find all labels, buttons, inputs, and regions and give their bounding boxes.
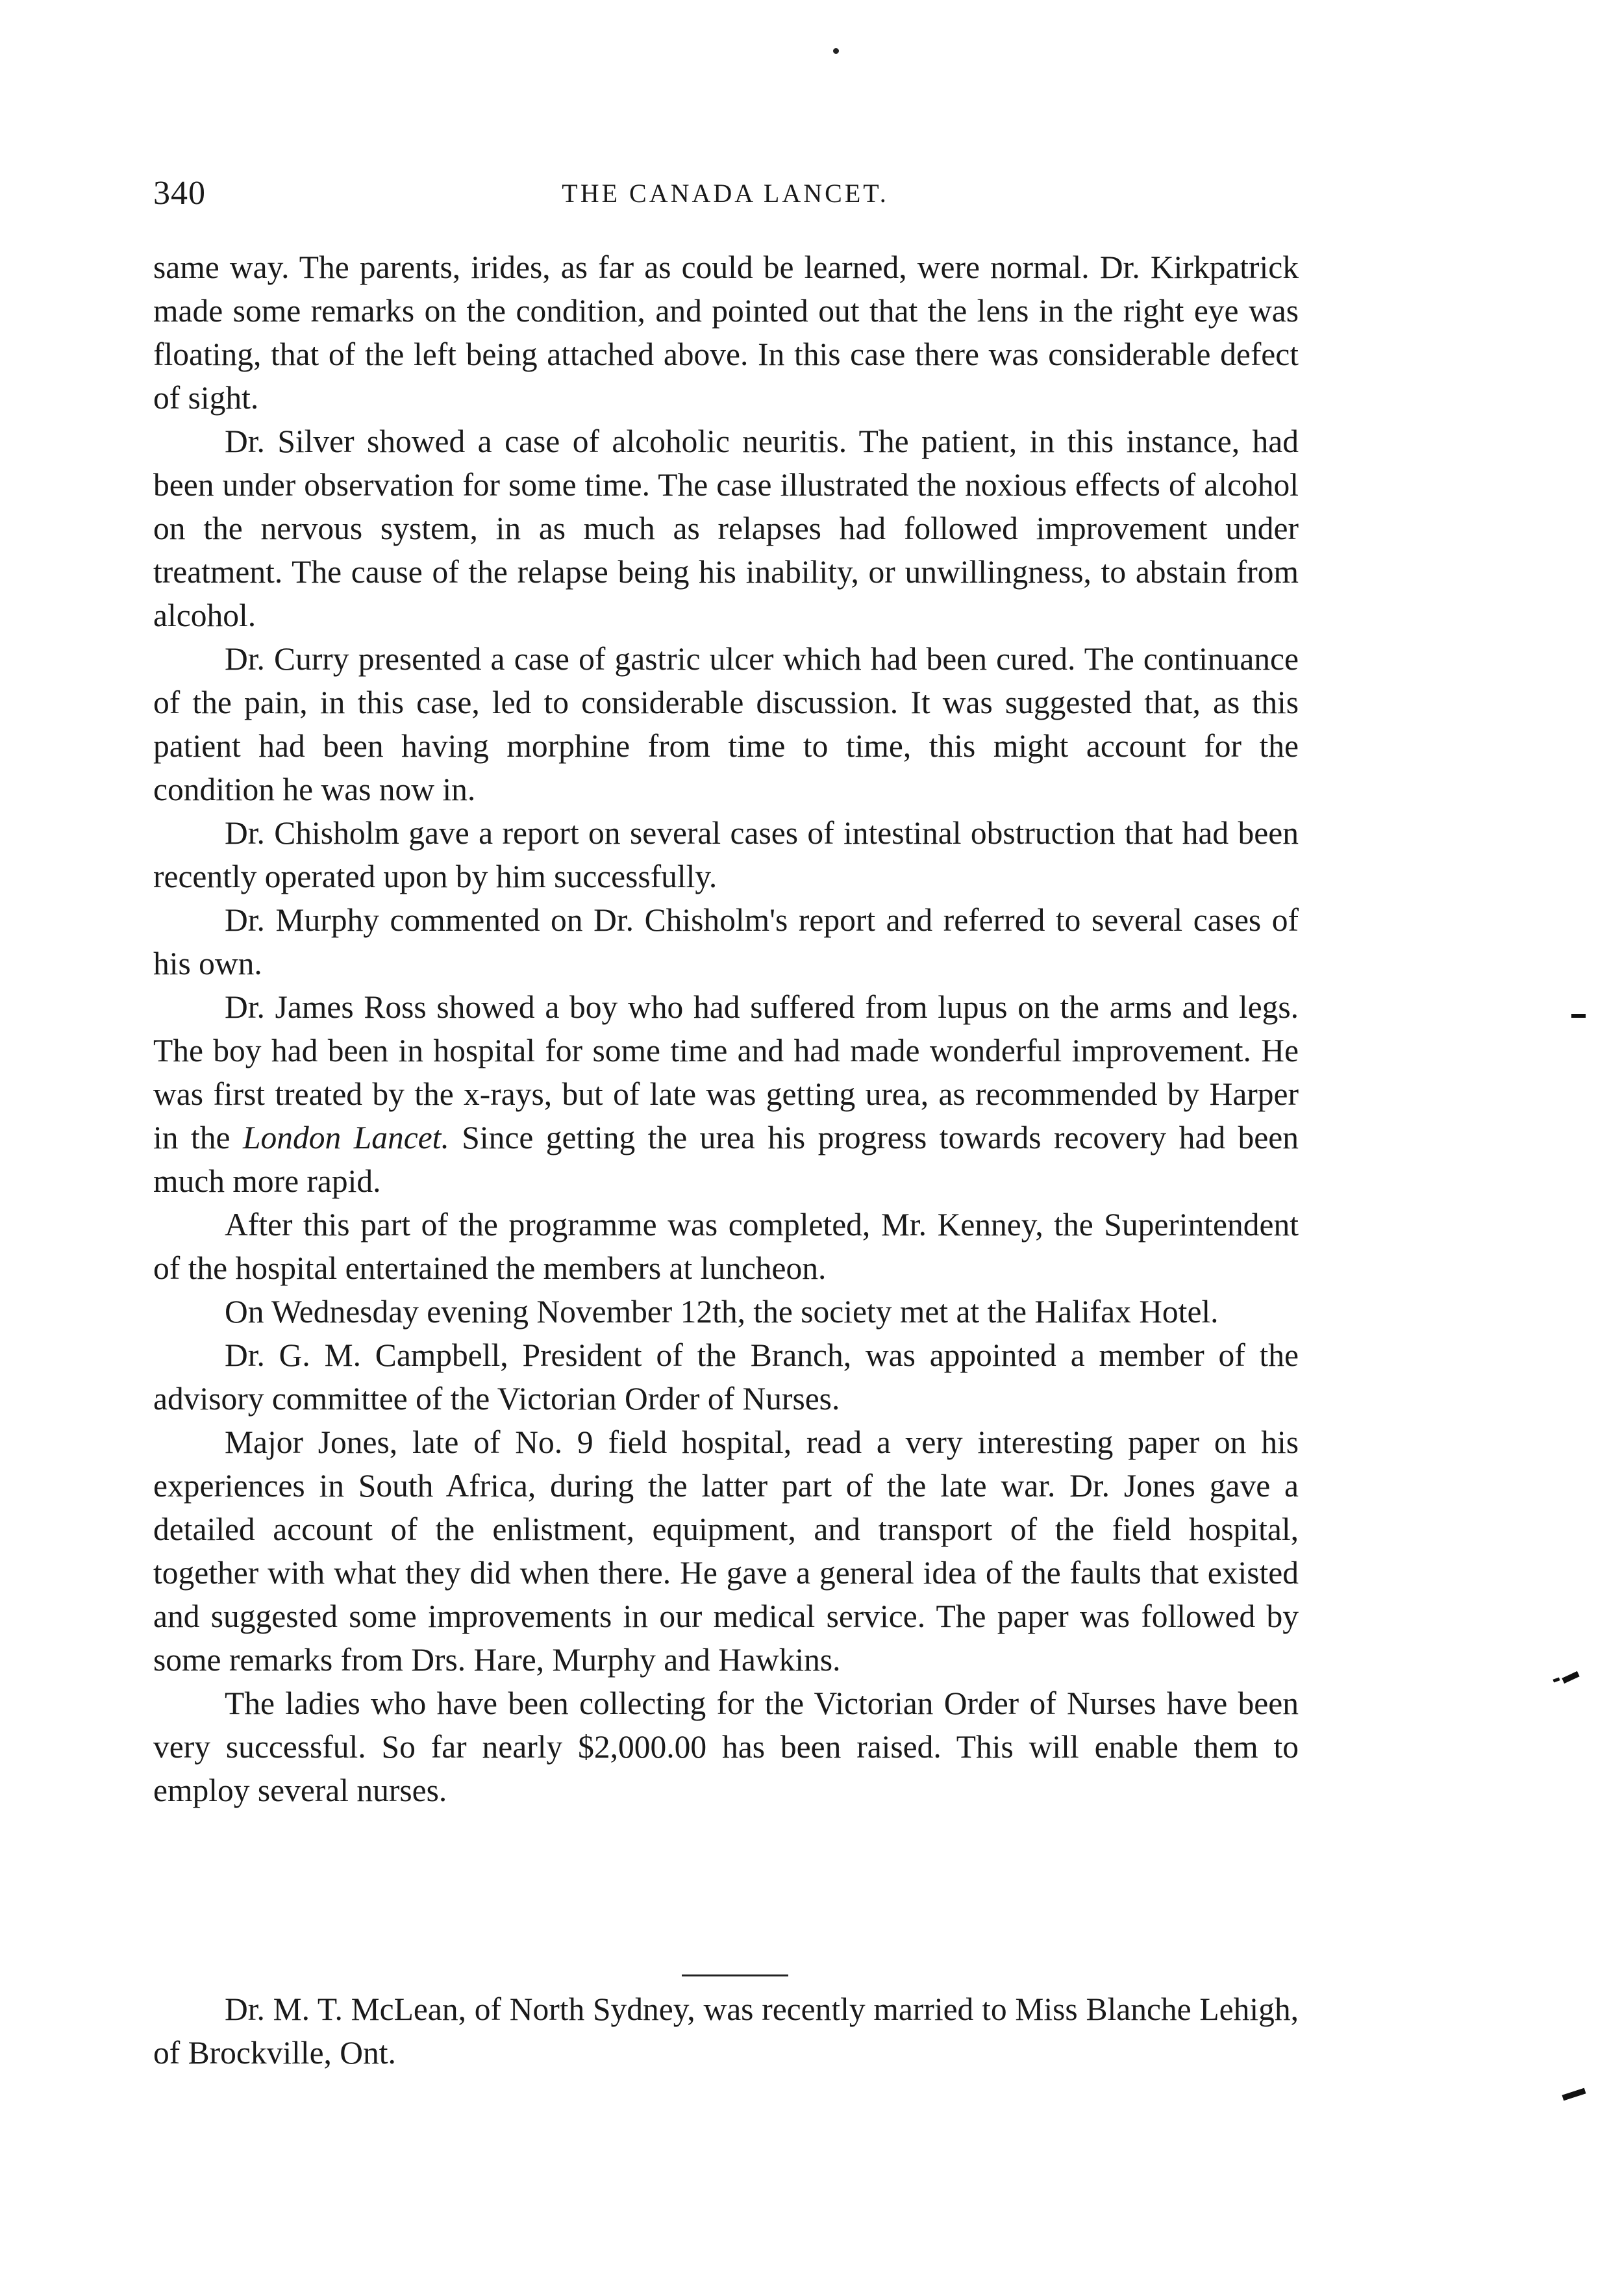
page-header [153, 174, 1297, 226]
paragraph-text: same way. The parents, irides, as far as could be learned, were normal. Dr. Kirkpatrick made some remarks on the condition, and pointed out that the lens in the right eye was floating, that of the left being attached above. In this case there was considerable defect of sight. [153, 249, 1299, 416]
paragraph-text: Since getting the urea his progress towards recovery had been much more rapid. [153, 1120, 1299, 1199]
margin-mark [1571, 1014, 1586, 1018]
paragraph [153, 1420, 1299, 1682]
margin-mark [1562, 1671, 1579, 1684]
page-number: 340 [153, 175, 206, 212]
paragraph [153, 1333, 1299, 1420]
paragraph [153, 1290, 1299, 1333]
paragraph [153, 1203, 1299, 1290]
paragraph [153, 420, 1299, 637]
paragraph-text: Dr. James Ross showed a boy who had suffered from lupus on the arms and legs. The boy had been in hospital for some time and had made wonderful improvement. He was first treated by the x-rays, but of late was getting urea, as recommended by Harper in the [153, 989, 1299, 1155]
paragraph-text: Dr. Murphy commented on Dr. Chisholm's report and referred to several cases of his own. [153, 902, 1299, 981]
article-body [153, 246, 1299, 1812]
paragraph-text: Dr. Curry presented a case of gastric ulcer which had been cured. The continuance of the pain, in this case, led to considerable discussion. It was suggested that, as this patient had been having morphine from time to time, this might account for the condition he was now in. [153, 641, 1299, 807]
ink-speck [833, 48, 839, 54]
paragraph-text: The ladies who have been collecting for the Victorian Order of Nurses have been very successful. So far nearly $2,000.00 has been raised. This will enable them to employ several nurses. [153, 1685, 1299, 1808]
paragraph [153, 985, 1299, 1203]
paragraph [153, 246, 1299, 420]
paragraph [153, 637, 1299, 811]
paragraph [153, 898, 1299, 985]
italic-text: London Lancet. [242, 1120, 449, 1155]
paragraph-text: Dr. Chisholm gave a report on several cases of intestinal obstruction that had been recently operated upon by him successfully. [153, 815, 1299, 894]
paragraph [153, 1682, 1299, 1812]
paragraph-text: Major Jones, late of No. 9 field hospital, read a very interesting paper on his experiences in South Africa, during the latter part of the late war. Dr. Jones gave a detailed account of the enlistment, equipment, and transport of the field hospital, together with what they did when there. He gave a general idea of the faults that existed and suggested some improvements in our medical service. The paper was followed by some remarks from Drs. Hare, Murphy and Hawkins. [153, 1424, 1299, 1678]
paragraph-text: After this part of the programme was completed, Mr. Kenney, the Superintendent of the hospital entertained the members at luncheon. [153, 1207, 1299, 1286]
marriage-notice [153, 1987, 1299, 2075]
section-divider-rule [682, 1974, 788, 1976]
paragraph-text: Dr. G. M. Campbell, President of the Branch, was appointed a member of the advisory committee of the Victorian Order of Nurses. [153, 1337, 1299, 1417]
margin-mark [1553, 1677, 1560, 1682]
paragraph-text: On Wednesday evening November 12th, the society met at the Halifax Hotel. [225, 1294, 1219, 1330]
paragraph-text: Dr. Silver showed a case of alcoholic neuritis. The patient, in this instance, had been under observation for some time. The case illustrated the noxious effects of alcohol on the nervous system, in as much as relapses had followed improvement under treatment. The cause of the relapse being his inability, or unwillingness, to abstain from alcohol. [153, 423, 1299, 633]
paragraph [153, 811, 1299, 898]
running-title: THE CANADA LANCET. [562, 179, 889, 208]
margin-mark [1562, 2088, 1586, 2101]
notice-paragraph: Dr. M. T. McLean, of North Sydney, was recently married to Miss Blanche Lehigh, of Brockville, Ont. [153, 1991, 1299, 2071]
